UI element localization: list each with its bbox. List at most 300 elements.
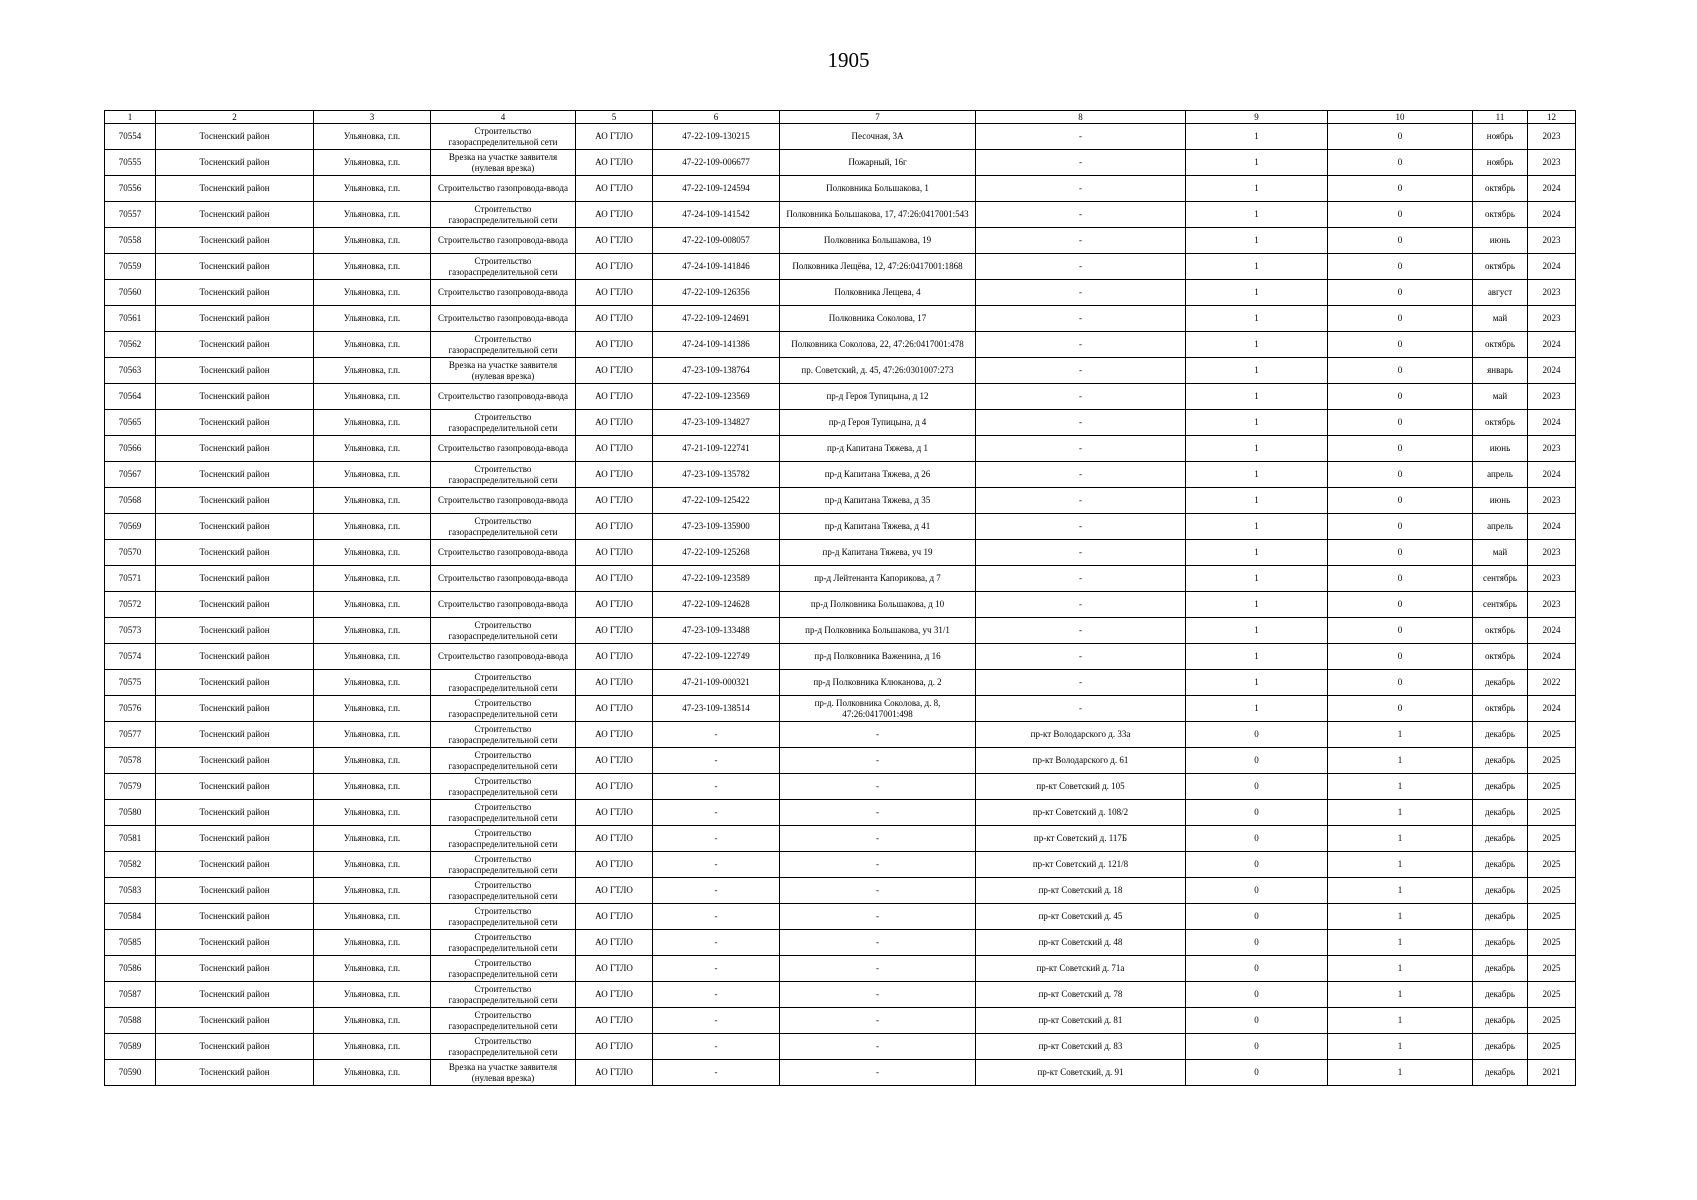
- count-planned-cell: 1: [1328, 748, 1473, 774]
- application-number-cell: 47-23-109-134827: [653, 410, 780, 436]
- count-connected-cell: 0: [1186, 800, 1328, 826]
- count-planned-cell: 0: [1328, 644, 1473, 670]
- application-number-cell: 47-22-109-122749: [653, 644, 780, 670]
- column-header: 6: [653, 111, 780, 124]
- table-row: [105, 488, 1576, 514]
- work-type-cell: Строительство газораспределительной сети: [431, 696, 576, 722]
- organization-cell: АО ГТЛО: [576, 592, 653, 618]
- work-type-cell: Строительство газораспределительной сети: [431, 904, 576, 930]
- district-cell: Тосненский район: [156, 852, 314, 878]
- settlement-cell: Ульяновка, г.п.: [314, 826, 431, 852]
- district-cell: Тосненский район: [156, 332, 314, 358]
- table-row: [105, 1060, 1576, 1086]
- settlement-cell: Ульяновка, г.п.: [314, 280, 431, 306]
- count-connected-cell: 1: [1186, 384, 1328, 410]
- year-cell: 2023: [1528, 306, 1576, 332]
- count-planned-cell: 0: [1328, 514, 1473, 540]
- organization-cell: АО ГТЛО: [576, 644, 653, 670]
- organization-cell: АО ГТЛО: [576, 332, 653, 358]
- district-cell: Тосненский район: [156, 956, 314, 982]
- year-cell: 2024: [1528, 696, 1576, 722]
- district-cell: Тосненский район: [156, 176, 314, 202]
- application-number-cell: 47-21-109-000321: [653, 670, 780, 696]
- page-number: 1905: [827, 48, 870, 72]
- settlement-cell: Ульяновка, г.п.: [314, 592, 431, 618]
- application-number-cell: 47-24-109-141386: [653, 332, 780, 358]
- row-number-cell: 70555: [105, 150, 156, 176]
- district-cell: Тосненский район: [156, 150, 314, 176]
- district-cell: Тосненский район: [156, 644, 314, 670]
- settlement-cell: Ульяновка, г.п.: [314, 774, 431, 800]
- settlement-cell: Ульяновка, г.п.: [314, 306, 431, 332]
- application-number-cell: 47-22-109-123569: [653, 384, 780, 410]
- count-planned-cell: 1: [1328, 982, 1473, 1008]
- table-row: [105, 982, 1576, 1008]
- row-number-cell: 70565: [105, 410, 156, 436]
- address-cell: -: [780, 852, 976, 878]
- address-cell: -: [780, 878, 976, 904]
- count-connected-cell: 1: [1186, 202, 1328, 228]
- count-planned-cell: 0: [1328, 696, 1473, 722]
- count-planned-cell: 0: [1328, 332, 1473, 358]
- table-row: [105, 592, 1576, 618]
- month-cell: декабрь: [1473, 826, 1528, 852]
- count-planned-cell: 1: [1328, 774, 1473, 800]
- address-cell: пр-д Героя Тупицына, д 12: [780, 384, 976, 410]
- count-planned-cell: 0: [1328, 384, 1473, 410]
- planned-address-cell: пр-кт Советский д. 108/2: [976, 800, 1186, 826]
- organization-cell: АО ГТЛО: [576, 878, 653, 904]
- year-cell: 2023: [1528, 124, 1576, 150]
- row-number-cell: 70579: [105, 774, 156, 800]
- address-cell: пр. Советский, д. 45, 47:26:0301007:273: [780, 358, 976, 384]
- organization-cell: АО ГТЛО: [576, 254, 653, 280]
- planned-address-cell: -: [976, 306, 1186, 332]
- organization-cell: АО ГТЛО: [576, 1060, 653, 1086]
- month-cell: декабрь: [1473, 722, 1528, 748]
- count-connected-cell: 0: [1186, 852, 1328, 878]
- month-cell: май: [1473, 306, 1528, 332]
- work-type-cell: Строительство газораспределительной сети: [431, 618, 576, 644]
- year-cell: 2025: [1528, 930, 1576, 956]
- organization-cell: АО ГТЛО: [576, 1008, 653, 1034]
- application-number-cell: 47-22-109-123589: [653, 566, 780, 592]
- row-number-cell: 70566: [105, 436, 156, 462]
- address-cell: пр-д Капитана Тяжева, д 35: [780, 488, 976, 514]
- count-connected-cell: 1: [1186, 254, 1328, 280]
- organization-cell: АО ГТЛО: [576, 904, 653, 930]
- count-planned-cell: 1: [1328, 1060, 1473, 1086]
- month-cell: ноябрь: [1473, 150, 1528, 176]
- year-cell: 2023: [1528, 150, 1576, 176]
- district-cell: Тосненский район: [156, 1034, 314, 1060]
- application-number-cell: -: [653, 722, 780, 748]
- month-cell: июнь: [1473, 228, 1528, 254]
- settlement-cell: Ульяновка, г.п.: [314, 124, 431, 150]
- district-cell: Тосненский район: [156, 488, 314, 514]
- count-connected-cell: 1: [1186, 358, 1328, 384]
- work-type-cell: Строительство газопровода-ввода: [431, 436, 576, 462]
- column-header: 8: [976, 111, 1186, 124]
- count-planned-cell: 1: [1328, 826, 1473, 852]
- month-cell: январь: [1473, 358, 1528, 384]
- column-header: 7: [780, 111, 976, 124]
- row-number-cell: 70572: [105, 592, 156, 618]
- district-cell: Тосненский район: [156, 566, 314, 592]
- year-cell: 2024: [1528, 254, 1576, 280]
- application-number-cell: -: [653, 748, 780, 774]
- month-cell: октябрь: [1473, 410, 1528, 436]
- work-type-cell: Строительство газораспределительной сети: [431, 514, 576, 540]
- month-cell: июнь: [1473, 436, 1528, 462]
- organization-cell: АО ГТЛО: [576, 722, 653, 748]
- planned-address-cell: -: [976, 228, 1186, 254]
- address-cell: -: [780, 904, 976, 930]
- application-number-cell: 47-22-109-124628: [653, 592, 780, 618]
- address-cell: пр-д Полковника Важенина, д 16: [780, 644, 976, 670]
- row-number-cell: 70568: [105, 488, 156, 514]
- work-type-cell: Строительство газопровода-ввода: [431, 540, 576, 566]
- settlement-cell: Ульяновка, г.п.: [314, 852, 431, 878]
- work-type-cell: Строительство газораспределительной сети: [431, 1008, 576, 1034]
- application-number-cell: 47-22-109-008057: [653, 228, 780, 254]
- count-connected-cell: 0: [1186, 878, 1328, 904]
- count-connected-cell: 1: [1186, 462, 1328, 488]
- district-cell: Тосненский район: [156, 202, 314, 228]
- planned-address-cell: -: [976, 592, 1186, 618]
- month-cell: декабрь: [1473, 878, 1528, 904]
- organization-cell: АО ГТЛО: [576, 748, 653, 774]
- year-cell: 2024: [1528, 176, 1576, 202]
- row-number-cell: 70581: [105, 826, 156, 852]
- application-number-cell: 47-22-109-130215: [653, 124, 780, 150]
- address-cell: Полковника Лещёва, 12, 47:26:0417001:1868: [780, 254, 976, 280]
- table-row: [105, 462, 1576, 488]
- organization-cell: АО ГТЛО: [576, 670, 653, 696]
- work-type-cell: Строительство газораспределительной сети: [431, 462, 576, 488]
- settlement-cell: Ульяновка, г.п.: [314, 410, 431, 436]
- organization-cell: АО ГТЛО: [576, 462, 653, 488]
- year-cell: 2023: [1528, 384, 1576, 410]
- planned-address-cell: -: [976, 462, 1186, 488]
- year-cell: 2024: [1528, 514, 1576, 540]
- count-connected-cell: 1: [1186, 306, 1328, 332]
- month-cell: декабрь: [1473, 904, 1528, 930]
- work-type-cell: Врезка на участке заявителя (нулевая врезка): [431, 1060, 576, 1086]
- month-cell: декабрь: [1473, 852, 1528, 878]
- count-planned-cell: 0: [1328, 124, 1473, 150]
- district-cell: Тосненский район: [156, 228, 314, 254]
- table-row: [105, 124, 1576, 150]
- count-planned-cell: 0: [1328, 488, 1473, 514]
- work-type-cell: Строительство газораспределительной сети: [431, 852, 576, 878]
- table-row: [105, 670, 1576, 696]
- count-planned-cell: 1: [1328, 904, 1473, 930]
- column-header: 3: [314, 111, 431, 124]
- planned-address-cell: пр-кт Советский д. 48: [976, 930, 1186, 956]
- work-type-cell: Строительство газораспределительной сети: [431, 670, 576, 696]
- count-connected-cell: 1: [1186, 488, 1328, 514]
- settlement-cell: Ульяновка, г.п.: [314, 618, 431, 644]
- work-type-cell: Строительство газораспределительной сети: [431, 930, 576, 956]
- planned-address-cell: -: [976, 150, 1186, 176]
- count-planned-cell: 0: [1328, 566, 1473, 592]
- table-row: [105, 306, 1576, 332]
- table-row: [105, 332, 1576, 358]
- work-type-cell: Строительство газораспределительной сети: [431, 956, 576, 982]
- row-number-cell: 70582: [105, 852, 156, 878]
- district-cell: Тосненский район: [156, 306, 314, 332]
- table-row: [105, 618, 1576, 644]
- address-cell: -: [780, 956, 976, 982]
- settlement-cell: Ульяновка, г.п.: [314, 800, 431, 826]
- year-cell: 2023: [1528, 540, 1576, 566]
- planned-address-cell: -: [976, 540, 1186, 566]
- column-header: 5: [576, 111, 653, 124]
- settlement-cell: Ульяновка, г.п.: [314, 722, 431, 748]
- month-cell: декабрь: [1473, 1060, 1528, 1086]
- work-type-cell: Строительство газораспределительной сети: [431, 800, 576, 826]
- address-cell: -: [780, 1060, 976, 1086]
- month-cell: ноябрь: [1473, 124, 1528, 150]
- row-number-cell: 70583: [105, 878, 156, 904]
- count-connected-cell: 0: [1186, 982, 1328, 1008]
- planned-address-cell: пр-кт Советский д. 78: [976, 982, 1186, 1008]
- planned-address-cell: пр-кт Советский д. 81: [976, 1008, 1186, 1034]
- planned-address-cell: -: [976, 696, 1186, 722]
- table-header: [105, 111, 1576, 124]
- table-row: [105, 852, 1576, 878]
- work-type-cell: Строительство газораспределительной сети: [431, 254, 576, 280]
- application-number-cell: 47-22-109-126356: [653, 280, 780, 306]
- row-number-cell: 70580: [105, 800, 156, 826]
- count-connected-cell: 1: [1186, 280, 1328, 306]
- work-type-cell: Строительство газораспределительной сети: [431, 1034, 576, 1060]
- address-cell: Пожарный, 16г: [780, 150, 976, 176]
- year-cell: 2025: [1528, 748, 1576, 774]
- settlement-cell: Ульяновка, г.п.: [314, 1008, 431, 1034]
- count-planned-cell: 1: [1328, 852, 1473, 878]
- table-row: [105, 514, 1576, 540]
- district-cell: Тосненский район: [156, 982, 314, 1008]
- organization-cell: АО ГТЛО: [576, 696, 653, 722]
- table-row: [105, 878, 1576, 904]
- planned-address-cell: -: [976, 124, 1186, 150]
- address-cell: пр-д Героя Тупицына, д 4: [780, 410, 976, 436]
- work-type-cell: Строительство газораспределительной сети: [431, 826, 576, 852]
- count-planned-cell: 1: [1328, 722, 1473, 748]
- year-cell: 2023: [1528, 566, 1576, 592]
- row-number-cell: 70588: [105, 1008, 156, 1034]
- count-connected-cell: 1: [1186, 540, 1328, 566]
- year-cell: 2025: [1528, 878, 1576, 904]
- year-cell: 2023: [1528, 488, 1576, 514]
- row-number-cell: 70575: [105, 670, 156, 696]
- count-planned-cell: 0: [1328, 670, 1473, 696]
- settlement-cell: Ульяновка, г.п.: [314, 748, 431, 774]
- year-cell: 2023: [1528, 592, 1576, 618]
- settlement-cell: Ульяновка, г.п.: [314, 982, 431, 1008]
- count-planned-cell: 0: [1328, 410, 1473, 436]
- settlement-cell: Ульяновка, г.п.: [314, 202, 431, 228]
- year-cell: 2025: [1528, 852, 1576, 878]
- count-connected-cell: 1: [1186, 670, 1328, 696]
- address-cell: пр-д Полковника Клюканова, д. 2: [780, 670, 976, 696]
- work-type-cell: Врезка на участке заявителя (нулевая врезка): [431, 150, 576, 176]
- work-type-cell: Строительство газопровода-ввода: [431, 306, 576, 332]
- address-cell: пр-д Капитана Тяжева, д 41: [780, 514, 976, 540]
- count-connected-cell: 1: [1186, 332, 1328, 358]
- month-cell: сентябрь: [1473, 592, 1528, 618]
- district-cell: Тосненский район: [156, 670, 314, 696]
- application-number-cell: 47-22-109-125422: [653, 488, 780, 514]
- organization-cell: АО ГТЛО: [576, 826, 653, 852]
- count-planned-cell: 0: [1328, 280, 1473, 306]
- organization-cell: АО ГТЛО: [576, 280, 653, 306]
- address-cell: Полковника Соколова, 17: [780, 306, 976, 332]
- address-cell: Полковника Большакова, 1: [780, 176, 976, 202]
- table-row: [105, 150, 1576, 176]
- count-connected-cell: 1: [1186, 228, 1328, 254]
- count-planned-cell: 0: [1328, 436, 1473, 462]
- settlement-cell: Ульяновка, г.п.: [314, 332, 431, 358]
- month-cell: май: [1473, 540, 1528, 566]
- application-number-cell: -: [653, 774, 780, 800]
- column-header: 12: [1528, 111, 1576, 124]
- count-planned-cell: 0: [1328, 254, 1473, 280]
- row-number-cell: 70571: [105, 566, 156, 592]
- count-connected-cell: 0: [1186, 956, 1328, 982]
- address-cell: -: [780, 1034, 976, 1060]
- row-number-cell: 70563: [105, 358, 156, 384]
- year-cell: 2022: [1528, 670, 1576, 696]
- organization-cell: АО ГТЛО: [576, 982, 653, 1008]
- district-cell: Тосненский район: [156, 930, 314, 956]
- row-number-cell: 70586: [105, 956, 156, 982]
- row-number-cell: 70578: [105, 748, 156, 774]
- table-body: [105, 124, 1576, 1086]
- application-number-cell: -: [653, 878, 780, 904]
- district-cell: Тосненский район: [156, 410, 314, 436]
- planned-address-cell: пр-кт Советский д. 117Б: [976, 826, 1186, 852]
- application-number-cell: 47-23-109-138764: [653, 358, 780, 384]
- row-number-cell: 70560: [105, 280, 156, 306]
- district-cell: Тосненский район: [156, 1060, 314, 1086]
- district-cell: Тосненский район: [156, 774, 314, 800]
- planned-address-cell: пр-кт Володарского д. 33а: [976, 722, 1186, 748]
- address-cell: пр-д Полковника Большакова, уч 31/1: [780, 618, 976, 644]
- table-row: [105, 904, 1576, 930]
- settlement-cell: Ульяновка, г.п.: [314, 956, 431, 982]
- settlement-cell: Ульяновка, г.п.: [314, 1060, 431, 1086]
- organization-cell: АО ГТЛО: [576, 956, 653, 982]
- month-cell: декабрь: [1473, 748, 1528, 774]
- work-type-cell: Строительство газораспределительной сети: [431, 774, 576, 800]
- count-planned-cell: 0: [1328, 150, 1473, 176]
- year-cell: 2025: [1528, 982, 1576, 1008]
- organization-cell: АО ГТЛО: [576, 488, 653, 514]
- table-row: [105, 800, 1576, 826]
- settlement-cell: Ульяновка, г.п.: [314, 436, 431, 462]
- count-connected-cell: 1: [1186, 150, 1328, 176]
- count-planned-cell: 0: [1328, 358, 1473, 384]
- count-connected-cell: 1: [1186, 696, 1328, 722]
- month-cell: декабрь: [1473, 800, 1528, 826]
- table-row: [105, 826, 1576, 852]
- year-cell: 2025: [1528, 774, 1576, 800]
- district-cell: Тосненский район: [156, 618, 314, 644]
- row-number-cell: 70577: [105, 722, 156, 748]
- address-cell: пр-д Лейтенанта Капорикова, д 7: [780, 566, 976, 592]
- table-row: [105, 176, 1576, 202]
- address-cell: Песочная, 3А: [780, 124, 976, 150]
- settlement-cell: Ульяновка, г.п.: [314, 878, 431, 904]
- application-number-cell: 47-23-109-133488: [653, 618, 780, 644]
- organization-cell: АО ГТЛО: [576, 774, 653, 800]
- settlement-cell: Ульяновка, г.п.: [314, 540, 431, 566]
- table-row: [105, 774, 1576, 800]
- year-cell: 2025: [1528, 1008, 1576, 1034]
- count-planned-cell: 0: [1328, 540, 1473, 566]
- count-planned-cell: 1: [1328, 800, 1473, 826]
- planned-address-cell: -: [976, 514, 1186, 540]
- year-cell: 2024: [1528, 618, 1576, 644]
- row-number-cell: 70576: [105, 696, 156, 722]
- district-cell: Тосненский район: [156, 540, 314, 566]
- district-cell: Тосненский район: [156, 696, 314, 722]
- month-cell: декабрь: [1473, 930, 1528, 956]
- planned-address-cell: -: [976, 332, 1186, 358]
- gasification-table: [104, 110, 1576, 1086]
- row-number-cell: 70569: [105, 514, 156, 540]
- month-cell: май: [1473, 384, 1528, 410]
- row-number-cell: 70562: [105, 332, 156, 358]
- planned-address-cell: -: [976, 488, 1186, 514]
- planned-address-cell: -: [976, 202, 1186, 228]
- year-cell: 2024: [1528, 410, 1576, 436]
- year-cell: 2024: [1528, 358, 1576, 384]
- settlement-cell: Ульяновка, г.п.: [314, 696, 431, 722]
- settlement-cell: Ульяновка, г.п.: [314, 1034, 431, 1060]
- district-cell: Тосненский район: [156, 514, 314, 540]
- row-number-cell: 70590: [105, 1060, 156, 1086]
- application-number-cell: 47-24-109-141846: [653, 254, 780, 280]
- year-cell: 2025: [1528, 826, 1576, 852]
- count-planned-cell: 0: [1328, 228, 1473, 254]
- month-cell: декабрь: [1473, 774, 1528, 800]
- planned-address-cell: -: [976, 644, 1186, 670]
- settlement-cell: Ульяновка, г.п.: [314, 514, 431, 540]
- address-cell: Полковника Большакова, 17, 47:26:0417001:543: [780, 202, 976, 228]
- address-cell: -: [780, 722, 976, 748]
- district-cell: Тосненский район: [156, 904, 314, 930]
- row-number-cell: 70554: [105, 124, 156, 150]
- table-row: [105, 202, 1576, 228]
- count-connected-cell: 0: [1186, 722, 1328, 748]
- application-number-cell: 47-22-109-125268: [653, 540, 780, 566]
- organization-cell: АО ГТЛО: [576, 384, 653, 410]
- application-number-cell: 47-23-109-135782: [653, 462, 780, 488]
- count-connected-cell: 1: [1186, 436, 1328, 462]
- count-planned-cell: 1: [1328, 1034, 1473, 1060]
- work-type-cell: Строительство газопровода-ввода: [431, 488, 576, 514]
- count-connected-cell: 1: [1186, 410, 1328, 436]
- row-number-cell: 70559: [105, 254, 156, 280]
- table-row: [105, 930, 1576, 956]
- address-cell: Полковника Соколова, 22, 47:26:0417001:478: [780, 332, 976, 358]
- row-number-cell: 70584: [105, 904, 156, 930]
- organization-cell: АО ГТЛО: [576, 358, 653, 384]
